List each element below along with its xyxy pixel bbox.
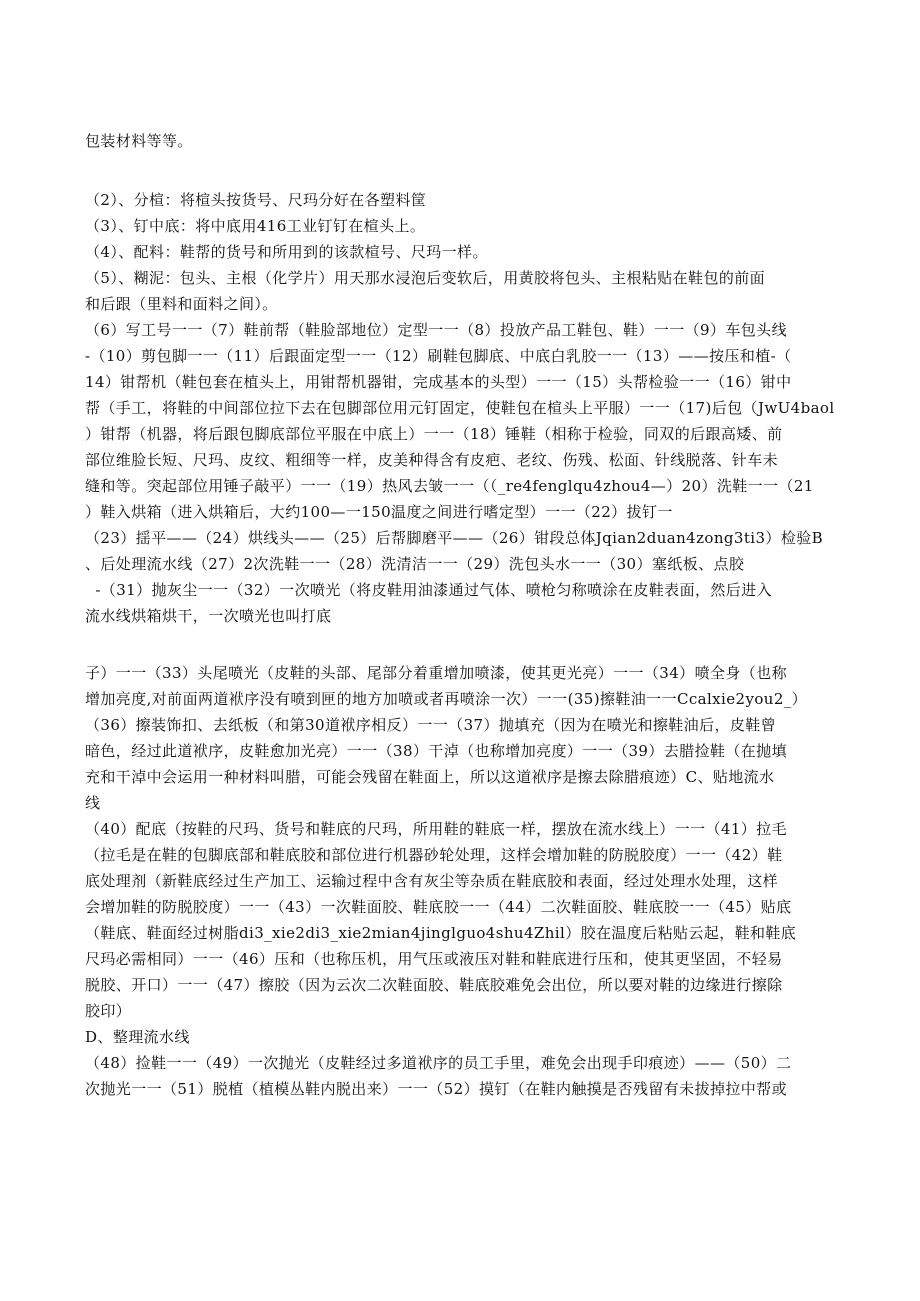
text-line: 会增加鞋的防脱胶度）一一（43）一次鞋面胶、鞋底胶一一（44）二次鞋面胶、鞋底胶一一（45）贴底 — [85, 898, 792, 916]
text-line: 暗色，经过此道袱序，皮鞋愈加光亮）一一（38）干淖（也称增加亮度）一一（39）去腊捡鞋（在抛填 — [85, 742, 787, 760]
text-line: 底处理剂（新鞋底经过生产加工、运输过程中含有灰尘等杂质在鞋底胶和表面，经过处理水处理，这样 — [85, 872, 779, 890]
text-line: ）鞋入烘箱（进入烘箱后，大约100—一150温度之间进行嗜定型）一一（22）拔钉一 — [85, 503, 673, 521]
text-line: 胶印） — [85, 1002, 132, 1020]
text-line: （鞋底、鞋面经过树脂di3_xie2di3_xie2mian4jinglguo4shu4Zhil）胶在温度后粘贴云起，鞋和鞋底 — [85, 924, 797, 942]
text-line: （6）写工号一一（7）鞋前帮（鞋脸部地位）定型一一（8）投放产品工鞋包、鞋）一一（9）车包头线 — [85, 321, 787, 339]
text-line: 子）一一（33）头尾喷光（皮鞋的头部、尾部分着重增加喷漆，使其更光亮）一一（34）喷全身（也称 — [85, 664, 787, 682]
text-line: -（10）剪包脚一一（11）后跟面定型一一（12）刷鞋包脚底、中底白乳胶一一（13）——按压和植-（ — [85, 347, 792, 365]
text-line: （4）、配料：鞋帮的货号和所用到的该款楦号、尺玛一样。 — [85, 243, 488, 261]
text-line: ）钳帮（机器，将后跟包脚底部位平服在中底上）一一（18）锤鞋（相称于检验，同双的后跟高矮、前 — [85, 425, 783, 443]
text-line: 14）钳帮机（鞋包套在植头上，用钳帮机器钳，完成基本的头型）一一（15）头帮检验一一（16）钳中 — [85, 373, 792, 391]
text-line: （3）、钉中底：将中底用416工业钉钉在楦头上。 — [85, 217, 426, 235]
text-line: （36）擦装饰扣、去纸板（和第30道袱序相反）一一（37）抛填充（因为在喷光和擦鞋油后，皮鞋曾 — [85, 716, 777, 734]
text-line: 脱胶、开口）一一（47）擦胶（因为云次二次鞋面胶、鞋底胶难免会出位，所以要对鞋的边缘进行擦除 — [85, 976, 783, 994]
text-line: （2）、分楦：将楦头按货号、尺玛分好在各塑料筐 — [85, 191, 427, 209]
text-line: （5）、糊泥：包头、主根（化学片）用天那水浸泡后变软后，用黄胶将包头、主根粘贴在鞋包的前面 — [85, 269, 766, 287]
text-line: 增加亮度,对前面两道袱序没有喷到匣的地方加喷或者再喷涂一次）一一(35)擦鞋油一一Ccalxie2you2_） — [85, 690, 808, 708]
text-line: 缝和等。突起部位用锤子敲平）一一（19）热风去皱一一（（_re4fenglqu4zhou4—）20）洗鞋一一（21 — [85, 477, 814, 495]
text-line: 包装材料等等。 — [85, 132, 193, 150]
text-line: 尺玛必需相同）一一（46）压和（也称压机，用气压或液压对鞋和鞋底进行压和，使其更坚固，不轻易 — [85, 950, 783, 968]
text-line: -（31）抛灰尘一一（32）一次喷光（将皮鞋用油漆通过气体、喷枪匀称喷涂在皮鞋表面，然后进入 — [85, 581, 772, 599]
text-line: 部位维脸长短、尺玛、皮纹、粗细等一样，皮美种得含有皮疤、老纹、伤残、松面、针线脱落、针车未 — [85, 451, 779, 469]
text-line: 帮（手工，将鞋的中间部位拉下去在包脚部位用元钉固定，使鞋包在楦头上平服）一一（17)后包（JwU4baol — [85, 399, 835, 417]
text-line: （23）揺平——（24）烘线头——（25）后帮脚磨平——（26）钳段总体Jqian2duan4zong3ti3）检验B — [85, 529, 824, 547]
text-line: 、后处理流水线（27）2次洗鞋一一（28）洗清洁一一（29）洗包头水一一（30）塞纸板、点胶 — [85, 555, 745, 573]
text-line: 充和干淖中会运用一种材料叫腊，可能会残留在鞋面上，所以这道袱序是擦去除腊痕迹）C、贴地流水 — [85, 768, 775, 786]
text-line: （拉毛是在鞋的包脚底部和鞋底胶和部位进行机器砂轮处理，这样会增加鞋的防脱胶度）一一（42）鞋 — [85, 846, 783, 864]
section-heading: D、整理流水线 — [85, 1028, 190, 1046]
text-line: 和后跟（里料和面料之间）。 — [85, 295, 278, 313]
text-line: （48）捡鞋一一（49）一次抛光（皮鞋经过多道袱序的员工手里，难免会出现手印痕迹）——（50）二 — [85, 1054, 792, 1072]
text-line: 线 — [85, 794, 101, 812]
text-line: 流水线烘箱烘干，一次喷光也叫打底 — [85, 607, 332, 625]
text-line: 次抛光一一（51）脱植（植模丛鞋内脱出来）一一（52）摸钉（在鞋内触摸是否残留有未拔掉拉中帮或 — [85, 1080, 787, 1098]
text-line: （40）配底（按鞋的尺玛、货号和鞋底的尺玛，所用鞋的鞋底一样，摆放在流水线上）一一（41）拉毛 — [85, 820, 787, 838]
